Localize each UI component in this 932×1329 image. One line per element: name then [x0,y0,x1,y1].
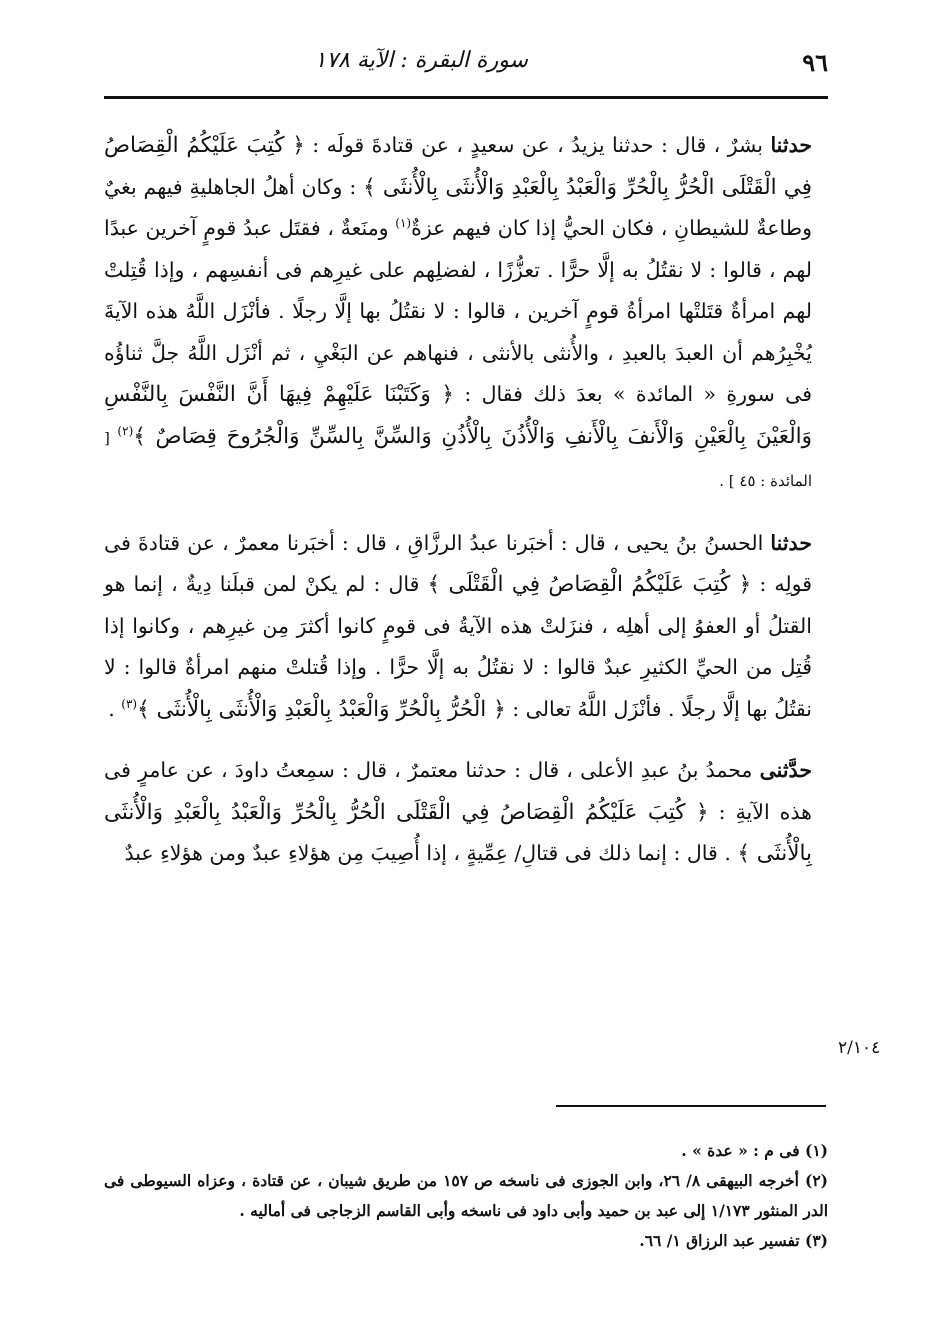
body-text: قال : لم يكنْ لمن قبلَنا دِيةٌ ، إنما هو القتلُ أو العفوُ إلى أهلِه ، فنزَلتْ هذه الآيةُ فى قومٍ كانوا أكثرَ مِن غيرِهم ، وكانوا إذا قُتِل من الحيِّ الكثيرِ عبدٌ قالوا : لا نقتُلُ به إلَّا حرًّا . وإذا قُتلتْ منهم امرأةٌ قالوا : لا نقتُلُ بها إلَّا رجلًا . فأنْزَل اللَّهُ تعالى : [104,572,812,721]
margin-reference: ٢/١٠٤ [838,1038,881,1058]
body-text: ومنَعةٌ ، فقتَل عبدُ قومٍ آخرين عبدًا لهم ، قالوا : لا نقتُلُ به إلَّا حرًّا . تعزُّزًا ، لفضلِهم على غيرِهم فى أنفسِهم ، وإذا قُتِلتْ لهم امرأةٌ قتَلتْها امرأةُ قومٍ آخرين ، قالوا : لا نقتُلُ بها إلَّا رجلًا . فأنْزَل اللَّهُ هذه الآيةَ يُخْبِرُهم أن العبدَ بالعبدِ ، والأُنثى بالأنثى ، فنهاهم عن البَغْيِ ، ثم أنْزَل اللَّهُ جلَّ ثناؤُه فى سورةِ « المائدة » بعدَ ذلك فقال : [104,216,812,406]
paragraph [104,523,812,731]
footnote: (١) فى م : « عدة » . [681,1141,828,1160]
quran-verse: ﴿ كُتِبَ عَلَيْكُمُ الْقِصَاصُ فِي الْقَتْلَى الْحُرُّ بِالْحُرِّ وَالْعَبْدُ بِالْعَبْدِ وَالْأُنثَى بِالْأُنثَى ﴾ [104,799,812,866]
quran-verse: ﴿ الْحُرُّ بِالْحُرِّ وَالْعَبْدُ بِالْعَبْدِ وَالْأُنثَى بِالْأُنثَى ﴾ [137,696,506,722]
page-number: ٩٦ [802,48,828,77]
page-header [104,42,828,88]
running-title: سورة البقرة : الآية ١٧٨ [314,48,528,73]
verse-reference: [ المائدة : ٤٥ ] . [104,428,812,490]
quran-verse: ﴿ كُتِبَ عَلَيْكُمُ الْقِصَاصُ فِي الْقَتْلَى الْحُرُّ بِالْحُرِّ وَالْعَبْدُ بِالْعَبْدِ وَالْأُنثَى بِالْأُنثَى ﴾ [104,133,813,200]
chain-lead-word: حدثنا [770,530,812,555]
chain-lead-word: حدَّثنى [759,758,812,782]
body-text: محمدُ بنُ عبدِ الأعلى ، قال : حدثنا معتمرٌ ، قال : سمِعتُ داودَ ، عن عامرٍ فى هذه الآيةِ : [104,758,812,824]
header-rule [104,96,828,99]
main-text [104,125,812,895]
chain-lead-word: حدثنا [770,133,813,157]
body-text: بشرٌ ، قال : حدثنا يزيدُ ، عن سعيدٍ ، عن قتادةَ قولَه : [304,133,771,157]
footnotes [104,1136,828,1256]
quran-verse: ﴿ كُتِبَ عَلَيْكُمُ الْقِصَاصُ فِي الْقَتْلَى ﴾ [427,572,752,597]
footnote-rule [556,1105,826,1107]
quran-verse: ﴿ وَكَتَبْنَا عَلَيْهِمْ فِيهَا أَنَّ النَّفْسَ بِالنَّفْسِ وَالْعَيْنَ بِالْعَيْنِ وَالْأَنفَ بِالْأَنفِ وَالْأُذُنَ بِالْأُذُنِ وَالسِّنَّ بِالسِّنِّ وَالْجُرُوحَ قِصَاصٌ ﴾ [104,382,812,449]
body-text: الحسنُ بنُ يحيى ، قال : أخبَرنا عبدُ الرزَّاقِ ، قال : أخبَرنا معمرٌ ، عن قتادةَ فى قولِه : [104,530,812,596]
footnote: (٢) أخرجه البيهقى ٨/ ٢٦، وابن الجوزى فى ناسخه ص ١٥٧ من طريق شيبان ، عن قتادة ، وعزاه السيوطى فى الدر المنثور ١/١٧٣ إلى عبد بن حميد وأبى داود فى ناسخه وأبى القاسم الزجاجى فى أماليه . [104,1171,828,1220]
body-text: . قال : إنما ذلك فى قتالِ/ عِمِّيةٍ ، إذا أُصِيبَ مِن هؤلاءِ عبدٌ ومن هؤلاءِ عبدٌ [124,841,738,865]
footnote: (٣) تفسير عبد الرزاق ١/ ٦٦. [639,1231,828,1250]
paragraph [104,750,812,875]
footnote-marker: (٢) [117,423,134,438]
body-text: : وكان أهلُ الجاهليةِ فيهم بغيٌ وطاعةٌ للشيطانِ ، فكان الحيُّ إذا كان فيهم عزةٌ [104,174,812,240]
footnote-marker: (١) [395,216,412,231]
body-text: . [108,696,122,721]
paragraph [104,125,812,503]
footnote-marker: (٣) [121,696,138,711]
